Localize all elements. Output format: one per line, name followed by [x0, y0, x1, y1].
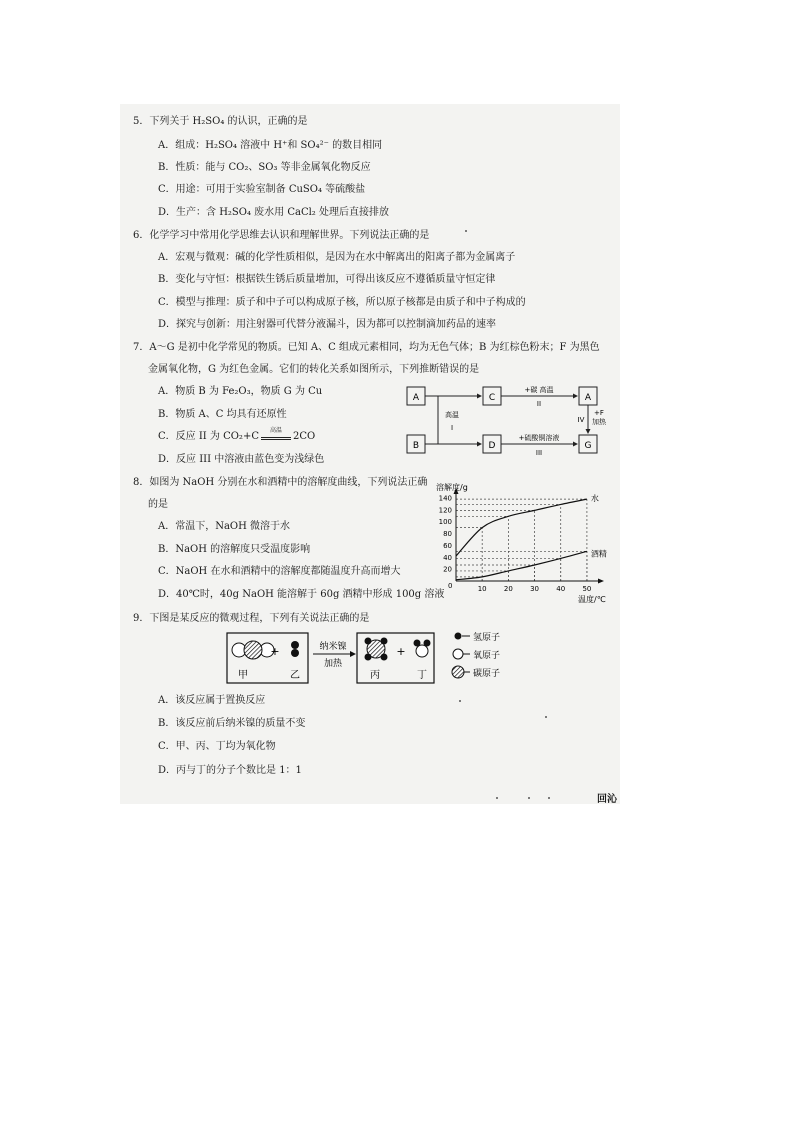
corner-mark: 回沁 — [597, 794, 617, 805]
bracket-line — [425, 396, 438, 444]
scan-speck — [548, 797, 550, 799]
q7-transformation-diagram — [400, 378, 610, 462]
q6-option-b: B．变化与守恒：根据铁生锈后质量增加，可得出该反应不遵循质量守恒定律 — [158, 274, 496, 285]
plus-sign: + — [396, 645, 406, 658]
oxygen-atom — [416, 645, 428, 657]
q6-option-a: A．宏观与微观：碱的化学性质相似，是因为在水中解离出的阳离子都为金属离子 — [158, 252, 516, 263]
label-bing: 丙 — [370, 670, 380, 681]
scan-speck — [459, 700, 461, 702]
q7-option-c — [158, 427, 316, 444]
q5-stem: 5．下列关于 H₂SO₄ 的认识，正确的是 — [133, 116, 308, 127]
q7-option-c-condition: 高温 — [259, 430, 293, 444]
origin-label: 0 — [448, 582, 453, 590]
q7-stem-line2: 金属氧化物，G 为红色金属。它们的转化关系如图所示，下列推断错误的是 — [148, 364, 480, 375]
q7-option-c-product: 2CO — [292, 431, 316, 442]
label-b: B — [412, 441, 420, 451]
q8-option-a: A．常温下，NaOH 微溶于水 — [158, 521, 291, 532]
q9-option-d: D．丙与丁的分子个数比是 1：1 — [158, 765, 302, 776]
q7-option-a: A．物质 B 为 Fe₂O₃，物质 G 为 Cu — [158, 386, 323, 397]
legend-hydrogen-icon — [455, 633, 462, 640]
hydrogen-atom — [414, 640, 421, 647]
cond-iv-top: +F — [594, 409, 604, 417]
label-d: D — [488, 441, 496, 451]
q9-option-a: A．该反应属于置换反应 — [158, 695, 266, 706]
hydrogen-atom — [381, 654, 388, 661]
cond-i-top: 高温 — [445, 411, 459, 419]
condition-label: 加热 — [323, 659, 343, 669]
cond-iv-bottom: 加热 — [592, 418, 606, 426]
hydrogen-atom — [365, 654, 372, 661]
q6-option-c: C．模型与推理：质子和中子可以构成原子核，所以原子核都是由质子和中子构成的 — [158, 297, 526, 308]
series-label: 水 — [590, 494, 599, 504]
label-a-right: A — [584, 393, 592, 403]
catalyst-label: 纳米镍 — [319, 642, 347, 652]
scan-speck — [545, 716, 547, 718]
legend-carbon: 碳原子 — [473, 669, 501, 679]
x-tick-label: 50 — [582, 585, 592, 593]
cond-ii-top: +碳 高温 — [524, 386, 554, 394]
hydrogen-atom — [365, 638, 372, 645]
y-tick-label: 40 — [443, 553, 452, 562]
q7-stem-line1: 7．A～G 是初中化学常见的物质。已知 A、C 组成元素相同，均为无色气体；B 为红棕色粉末；F 为黑色 — [133, 342, 600, 353]
x-tick-label: 20 — [503, 585, 513, 593]
q8-stem-line1: 8．如图为 NaOH 分别在水和酒精中的溶解度曲线，下列说法正确 — [133, 477, 428, 488]
q8-option-d: D．40℃时，40g NaOH 能溶解于 60g 酒精中形成 100g 溶液 — [158, 589, 445, 600]
legend-oxygen-icon — [453, 649, 463, 659]
label-g: G — [584, 441, 592, 451]
x-axis-label: 温度/℃ — [578, 595, 606, 604]
y-axis-label: 溶解度/g — [436, 483, 468, 492]
label-a: A — [412, 393, 420, 403]
label-ding: 丁 — [417, 670, 427, 681]
y-tick-label: 20 — [443, 565, 452, 574]
hydrogen-atom — [291, 649, 299, 657]
x-tick-label: 10 — [477, 585, 487, 593]
q9-reaction-diagram — [225, 630, 515, 688]
cond-i: I — [450, 424, 454, 432]
q9-option-b: B．该反应前后纳米镍的质量不变 — [158, 718, 306, 729]
legend-oxygen: 氧原子 — [473, 651, 501, 661]
series-label: 酒精 — [590, 549, 607, 559]
x-tick-label: 30 — [530, 585, 540, 593]
scan-speck — [528, 797, 530, 799]
y-tick-label: 60 — [443, 541, 452, 550]
carbon-atom — [244, 641, 262, 659]
q5-option-d: D．生产：含 H₂SO₄ 废水用 CaCl₂ 处理后直接排放 — [158, 207, 389, 218]
q6-stem: 6．化学学习中常用化学思维去认识和理解世界。下列说法正确的是 — [133, 230, 430, 241]
q6-option-d: D．探究与创新：用注射器可代替分液漏斗，因为都可以控制滴加药品的速率 — [158, 319, 497, 330]
y-tick-label: 80 — [443, 530, 452, 539]
q9-stem: 9．下图是某反应的微观过程，下列有关说法正确的是 — [133, 613, 370, 624]
q7-option-d: D．反应 III 中溶液由蓝色变为浅绿色 — [158, 454, 325, 465]
y-tick-label: 120 — [438, 506, 452, 515]
series-line-alcohol — [456, 551, 587, 579]
label-jia: 甲 — [238, 670, 248, 681]
cond-iii-top: +硫酸铜溶液 — [518, 434, 560, 442]
q5-option-c: C．用途：可用于实验室制备 CuSO₄ 等硫酸盐 — [158, 184, 366, 195]
scan-speck — [465, 230, 467, 232]
legend-hydrogen: 氢原子 — [473, 633, 501, 643]
cond-ii: II — [536, 400, 542, 408]
hydrogen-atom — [291, 641, 299, 649]
q8-option-c: C．NaOH 在水和酒精中的溶解度都随温度升高而增大 — [158, 566, 401, 577]
q9-option-c: C．甲、丙、丁均为氧化物 — [158, 741, 276, 752]
label-c: C — [488, 393, 496, 403]
cond-iv: IV — [577, 416, 585, 424]
hydrogen-atom — [424, 640, 431, 647]
label-yi: 乙 — [290, 670, 300, 681]
q7-option-c-reactants: C．反应 II 为 CO₂+C — [158, 431, 259, 442]
scan-speck — [496, 797, 498, 799]
series-line-water — [456, 499, 587, 556]
legend-carbon-icon — [452, 666, 464, 678]
y-tick-label: 100 — [438, 518, 452, 527]
x-tick-label: 40 — [556, 585, 566, 593]
solubility-chart — [428, 478, 618, 608]
hydrogen-atom — [381, 638, 388, 645]
q7-option-b: B．物质 A、C 均具有还原性 — [158, 409, 287, 420]
cond-iii: III — [535, 449, 543, 457]
q8-option-b: B．NaOH 的溶解度只受温度影响 — [158, 544, 311, 555]
plus-sign: + — [270, 645, 280, 658]
q5-option-a: A．组成：H₂SO₄ 溶液中 H⁺和 SO₄²⁻ 的数目相同 — [158, 140, 383, 151]
q8-stem-line2: 的是 — [148, 499, 168, 510]
y-tick-label: 140 — [438, 494, 452, 503]
q5-option-b: B．性质：能与 CO₂、SO₃ 等非金属氧化物反应 — [158, 162, 371, 173]
